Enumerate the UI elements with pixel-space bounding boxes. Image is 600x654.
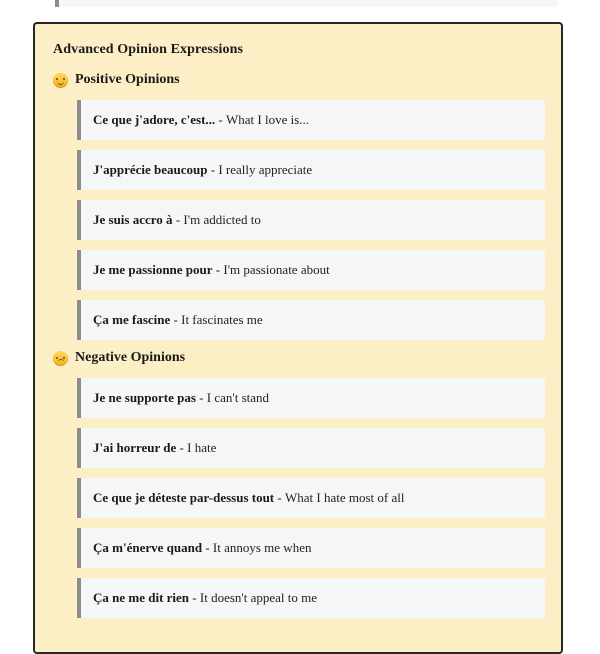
- french-phrase: Ce que je déteste par-dessus tout: [93, 490, 275, 505]
- english-translation: I'm passionate about: [223, 262, 330, 277]
- english-translation: It fascinates me: [181, 312, 263, 327]
- french-phrase: Je me passionne pour: [93, 262, 213, 277]
- separator: -: [172, 212, 184, 227]
- section-label-positive: Positive Opinions: [75, 72, 180, 87]
- french-phrase: Ça me fascine: [93, 312, 171, 327]
- smiling-face-icon: [53, 73, 68, 88]
- partial-card-above: [55, 0, 558, 7]
- section-heading-positive: [53, 72, 545, 88]
- french-phrase: Je ne supporte pas: [93, 390, 196, 405]
- positive-cards-list: [77, 100, 545, 340]
- english-translation: What I hate most of all: [284, 490, 405, 505]
- separator: -: [274, 490, 285, 505]
- separator: -: [189, 590, 200, 605]
- separator: -: [207, 162, 219, 177]
- french-phrase: Ça ne me dit rien: [93, 590, 190, 605]
- french-phrase: J'apprécie beaucoup: [93, 162, 208, 177]
- separator: -: [195, 390, 207, 405]
- english-translation: I can't stand: [206, 390, 270, 405]
- separator: -: [212, 262, 224, 277]
- phrase-card: [77, 378, 545, 418]
- english-translation: I'm addicted to: [183, 212, 261, 227]
- english-translation: I really appreciate: [218, 162, 313, 177]
- english-translation: It annoys me when: [212, 540, 312, 555]
- separator: -: [202, 540, 213, 555]
- phrase-card: [77, 100, 545, 140]
- english-translation: It doesn't appeal to me: [199, 590, 318, 605]
- phrase-card: [77, 578, 545, 618]
- negative-cards-list: [77, 378, 545, 618]
- separator: -: [170, 312, 182, 327]
- phrase-card: [77, 528, 545, 568]
- english-translation: I hate: [187, 440, 217, 455]
- phrase-card: [77, 300, 545, 340]
- phrase-card: [77, 478, 545, 518]
- separator: -: [176, 440, 188, 455]
- french-phrase: Ça m'énerve quand: [93, 540, 203, 555]
- phrase-card: [77, 428, 545, 468]
- separator: -: [215, 112, 226, 127]
- english-translation: What I love is...: [226, 112, 310, 127]
- french-phrase: J'ai horreur de: [93, 440, 177, 455]
- panel-title: Advanced Opinion Expressions: [53, 42, 244, 57]
- section-label-negative: Negative Opinions: [75, 350, 186, 365]
- opinion-expressions-panel: [33, 22, 563, 654]
- french-phrase: Je suis accro à: [93, 212, 173, 227]
- phrase-card: [77, 250, 545, 290]
- french-phrase: Ce que j'adore, c'est...: [93, 112, 216, 127]
- phrase-card: [77, 200, 545, 240]
- angry-face-icon: [53, 351, 68, 366]
- phrase-card: [77, 150, 545, 190]
- section-heading-negative: [53, 350, 545, 366]
